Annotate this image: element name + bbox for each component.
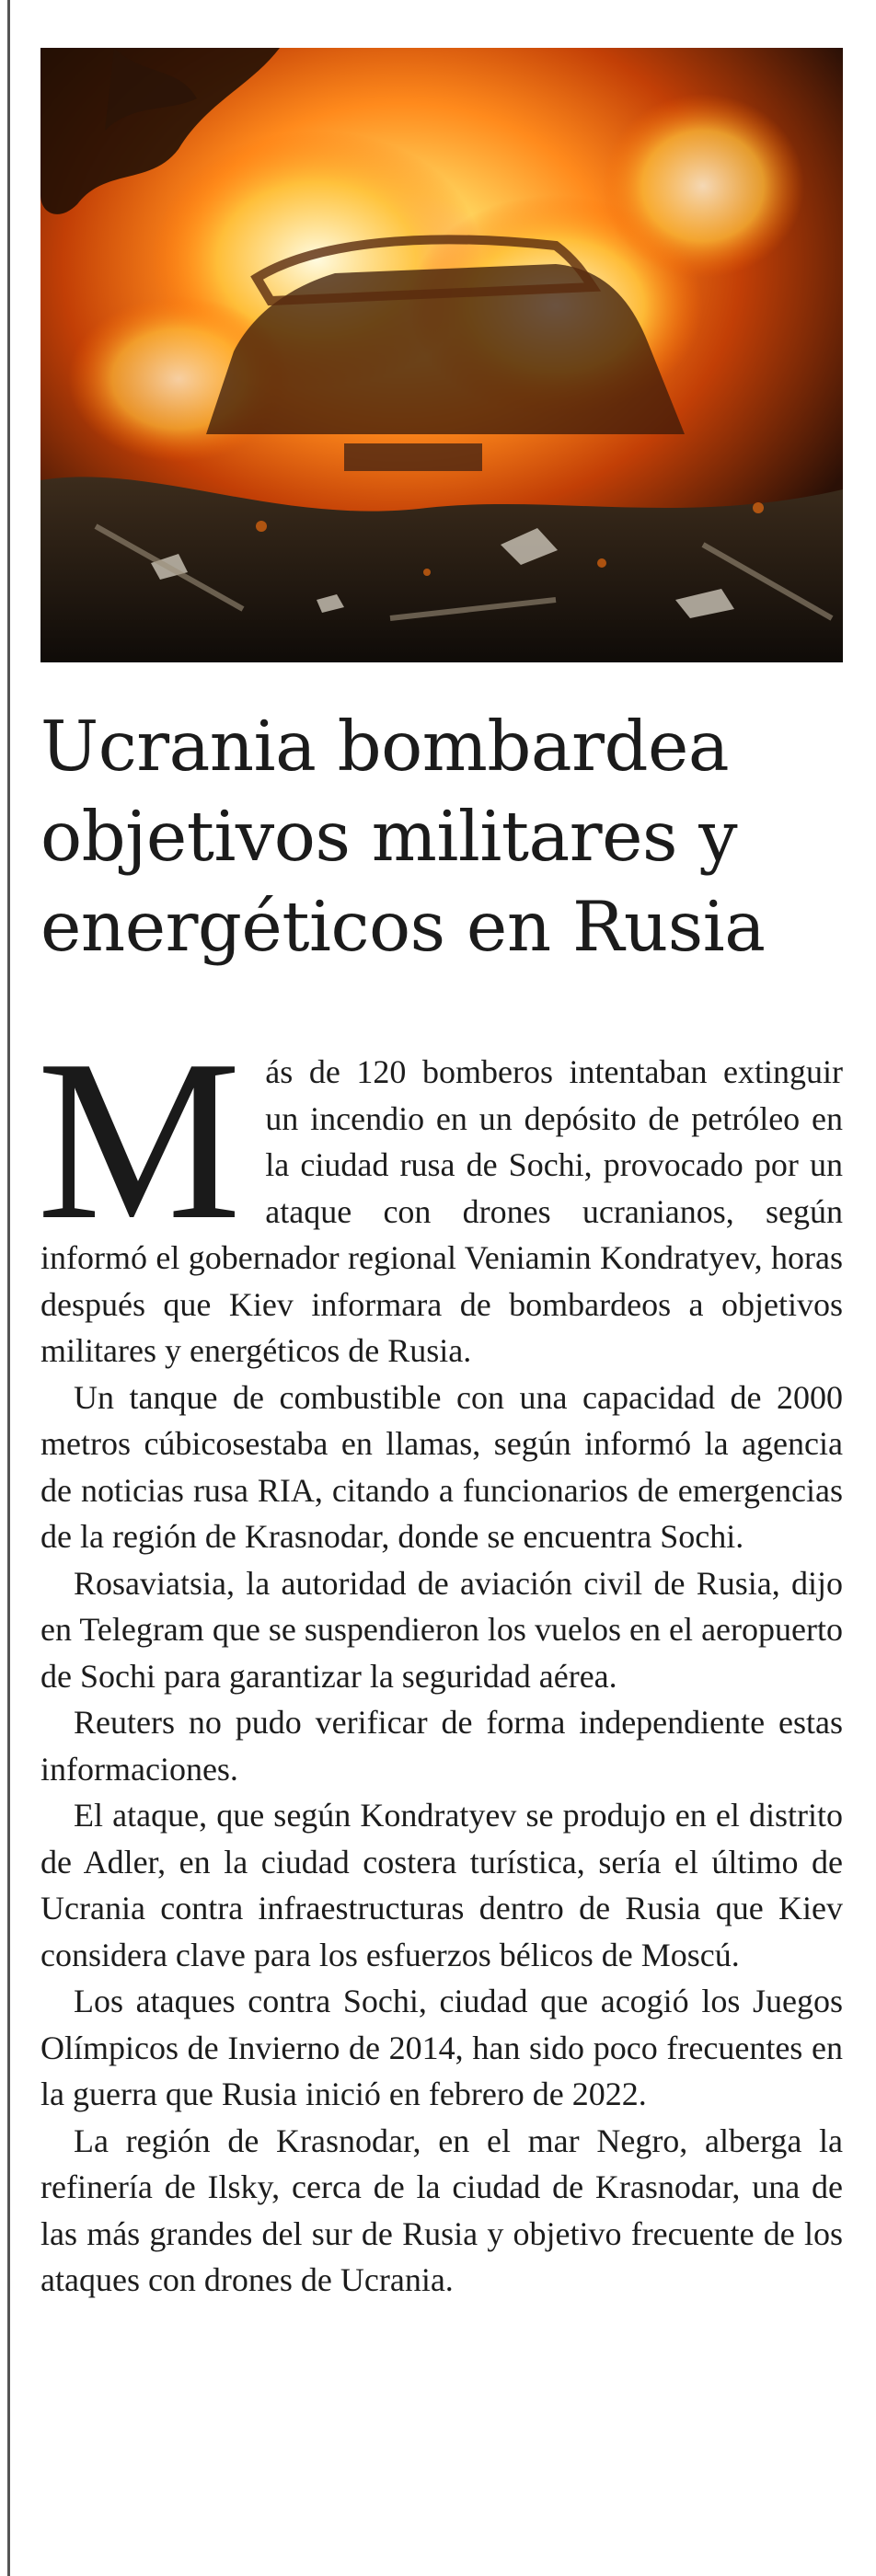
body-paragraph: Reuters no pudo verificar de forma independiente estas informaciones. (40, 1704, 843, 1788)
body-paragraph: Los ataques contra Sochi, ciudad que acogió los Juegos Olímpicos de Invierno de 2014, han sido poco frecuentes en la guerra que Rusia inició en febrero de 2022. (40, 1983, 843, 2112)
headline-line: objetivos militares y (40, 796, 738, 877)
headline (40, 701, 850, 972)
lead-paragraph (37, 1013, 843, 1374)
column-rule (7, 0, 10, 2576)
lead-paragraph-text: ás de 120 bomberos intentaban extinguir un incendio en un depósito de petróleo en la ciudad rusa de Sochi, provocado por un ataque con drones ucranianos, según informó el gobernador regional Veniamin Kondratyev, horas después que Kiev informara de bombardeos a objetivos militares y energéticos de Rusia. (40, 1053, 843, 1369)
body-paragraph: La región de Krasnodar, en el mar Negro, alberga la refinería de Ilsky, cerca de la ciudad de Krasnodar, una de las más grandes del sur de Rusia y objetivo frecuente de los ataques con drones de Ucrania. (40, 2122, 843, 2298)
burning-car-photo (40, 48, 843, 662)
body-paragraph: Rosaviatsia, la autoridad de aviación civil de Rusia, dijo en Telegram que se suspendieron los vuelos en el aeropuerto de Sochi para garantizar la seguridad aérea. (40, 1564, 843, 1695)
headline-line: energéticos en Rusia (40, 886, 766, 967)
body-paragraph: El ataque, que según Kondratyev se produjo en el distrito de Adler, en la ciudad costera turística, sería el último de Ucrania contra infraestructuras dentro de Rusia que Kiev considera clave para los esfuerzos bélicos de Moscú. (40, 1797, 843, 1973)
article-body (37, 1013, 843, 2304)
burning-car-illustration (40, 48, 843, 662)
headline-line: Ucrania bombardea (40, 706, 730, 787)
body-paragraph: Un tanque de combustible con una capacidad de 2000 metros cúbicosestaba en llamas, según informó la agencia de noticias rusa RIA, citando a funcionarios de emergencias de la región de Krasnodar, donde se encuentra Sochi. (40, 1378, 843, 1555)
drop-cap: M (37, 1013, 242, 1268)
